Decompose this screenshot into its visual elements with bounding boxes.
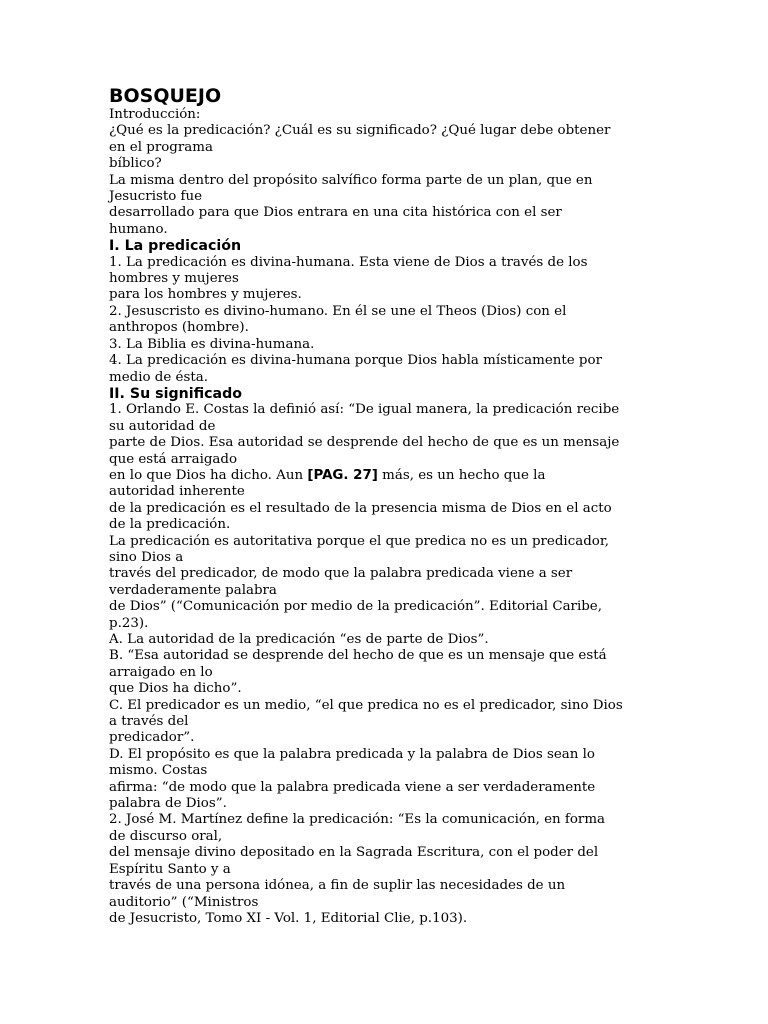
text-line: 2. José M. Martínez define la predicación: “Es la comunicación, en forma xyxy=(109,812,606,828)
text-line: 1. Orlando E. Costas la definió así: “De igual manera, la predicación recibe xyxy=(109,402,620,418)
text-line: A. La autoridad de la predicación “es de parte de Dios”. xyxy=(109,632,489,647)
text-line: sino Dios a xyxy=(109,549,184,565)
page-marker: [PAG. 27] xyxy=(307,467,378,483)
text-line: palabra de Dios”. xyxy=(109,796,227,812)
text-line: para los hombres y mujeres. xyxy=(109,287,302,303)
document-body xyxy=(109,107,669,927)
text-line: predicador”. xyxy=(109,730,195,746)
text-line: arraigado en lo xyxy=(109,664,213,680)
text-line: de la predicación. xyxy=(109,517,231,533)
text-line: hombres y mujeres xyxy=(109,271,239,287)
text-line: que Dios ha dicho”. xyxy=(109,681,242,697)
text-line: 1. La predicación es divina-humana. Esta viene de Dios a través de los xyxy=(109,254,588,270)
text-line: 4. La predicación es divina-humana porque Dios habla místicamente por xyxy=(109,353,602,369)
text-line: que está arraigado xyxy=(109,451,238,467)
text-segment: más, es un hecho que la xyxy=(377,467,546,483)
text-line: medio de ésta. xyxy=(109,369,208,385)
text-segment: en lo que Dios ha dicho. Aun xyxy=(109,467,308,483)
text-line: a través del xyxy=(109,714,189,730)
text-line: auditorio” (“Ministros xyxy=(109,894,259,910)
document-page xyxy=(109,86,669,927)
text-line: humano. xyxy=(109,221,168,237)
text-line: B. “Esa autoridad se desprende del hecho de que es un mensaje que está xyxy=(109,648,607,664)
text-line: ¿Qué es la predicación? ¿Cuál es su significado? ¿Qué lugar debe obtener xyxy=(109,123,611,139)
text-line: anthropos (hombre). xyxy=(109,320,249,336)
text-line: de la predicación es el resultado de la presencia misma de Dios en el acto xyxy=(109,500,612,516)
text-line: través del predicador, de modo que la palabra predicada viene a ser xyxy=(109,566,573,582)
text-line: en el programa xyxy=(109,139,213,155)
text-line: p.23). xyxy=(109,615,149,631)
text-line: mismo. Costas xyxy=(109,763,208,779)
text-line: del mensaje divino depositado en la Sagrada Escritura, con el poder del xyxy=(109,845,599,861)
document-title: BOSQUEJO xyxy=(109,85,222,107)
text-line: de Dios” (“Comunicación por medio de la predicación”. Editorial Caribe, xyxy=(109,599,602,615)
text-line: 2. Jesuscristo es divino-humano. En él se une el Theos (Dios) con el xyxy=(109,303,567,319)
text-line: 3. La Biblia es divina-humana. xyxy=(109,336,315,352)
text-line: de discurso oral, xyxy=(109,828,223,844)
text-line: Introducción: xyxy=(109,107,201,122)
section-heading: II. Su significado xyxy=(109,385,242,402)
text-line: través de una persona idónea, a fin de suplir las necesidades de un xyxy=(109,878,566,894)
text-line: parte de Dios. Esa autoridad se desprende del hecho de que es un mensaje xyxy=(109,435,620,451)
text-line: Jesucristo fue xyxy=(109,189,203,205)
text-line: C. El predicador es un medio, “el que predica no es el predicador, sino Dios xyxy=(109,697,623,713)
text-line: Espíritu Santo y a xyxy=(109,861,231,877)
text-line xyxy=(109,468,669,484)
text-line: afirma: “de modo que la palabra predicada viene a ser verdaderamente xyxy=(109,779,596,795)
text-line: su autoridad de xyxy=(109,418,216,434)
text-line: verdaderamente palabra xyxy=(109,582,277,598)
text-line: bíblico? xyxy=(109,156,162,172)
section-heading: I. La predicación xyxy=(109,238,242,255)
text-line: desarrollado para que Dios entrara en una cita histórica con el ser xyxy=(109,205,562,221)
text-line: autoridad inherente xyxy=(109,484,245,500)
text-line: D. El propósito es que la palabra predicada y la palabra de Dios sean lo xyxy=(109,746,595,762)
text-line: La misma dentro del propósito salvífico forma parte de un plan, que en xyxy=(109,172,593,188)
text-line: de Jesucristo, Tomo XI - Vol. 1, Editorial Clie, p.103). xyxy=(109,910,468,926)
text-line: La predicación es autoritativa porque el que predica no es un predicador, xyxy=(109,533,610,549)
